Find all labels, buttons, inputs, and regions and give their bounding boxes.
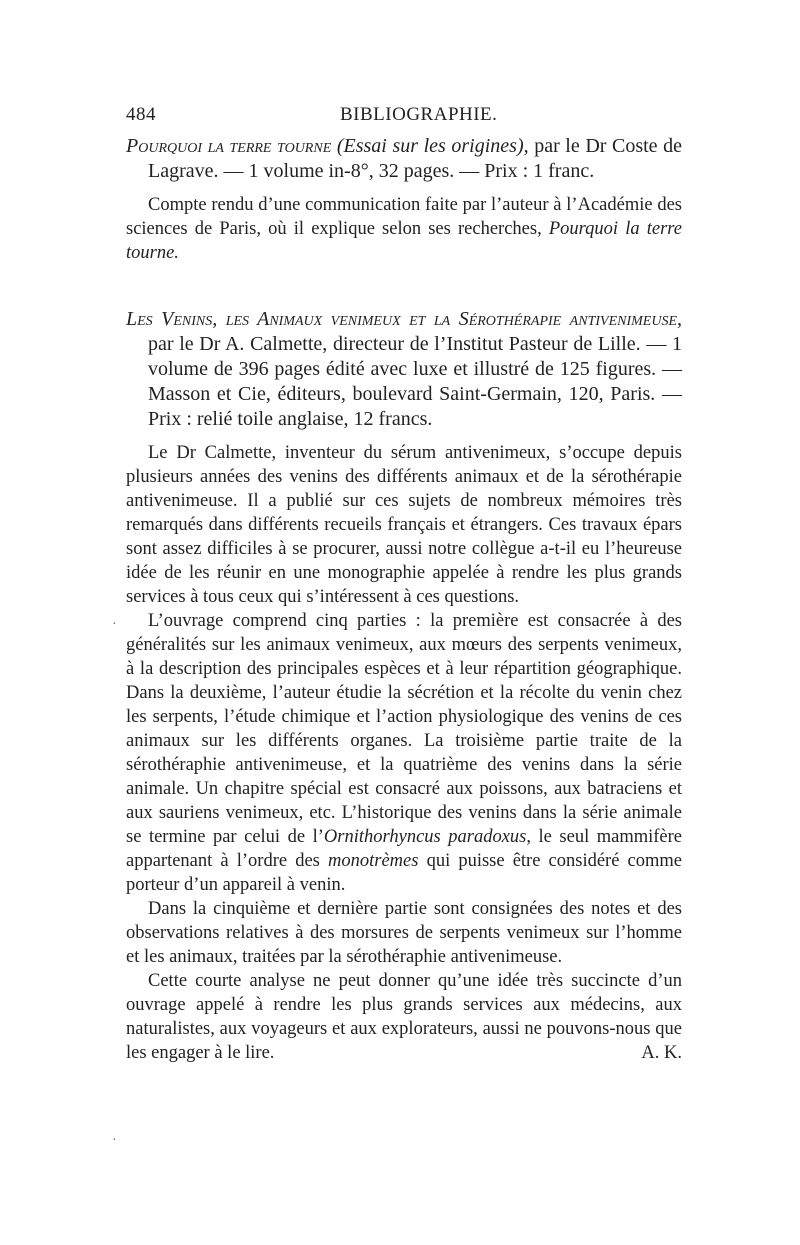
review-paragraph-3: Dans la cinquième et dernière partie sont consignées des notes et des observations relatives à des morsures de serpents venimeux sur l’homme et les animaux, traitées par la sérothéraphie antivenimeuse. <box>126 899 682 967</box>
species-name: Ornithorhyncus paradoxus <box>323 827 527 847</box>
page <box>126 98 682 1065</box>
entry-1-subtitle: (Essai sur les origines) <box>336 135 524 157</box>
entry-1-title: Pourquoi la terre tourne <box>126 135 332 157</box>
review-paragraph-4: Cette courte analyse ne peut donner qu’une idée très succincte d’un ouvrage appelé à rendre les plus grands services aux médecins, aux naturalistes, aux voyageurs et aux explorateurs, aussi ne pouvons-nous que les engager à le lire. A. K. <box>126 971 682 1063</box>
running-header <box>126 98 682 134</box>
page-number: 484 <box>126 104 156 125</box>
entry-2-title: Les Venins, les Animaux venimeux et la Sérothérapie antivenimeuse, <box>126 308 682 330</box>
review-paragraph-2: L’ouvrage comprend cinq parties : la première est consacrée à des généralités sur les animaux venimeux, aux mœurs des serpents venimeux, à la description des principales espèces et à leur répartition géographique. Dans la deuxième, l’auteur étudie la sécrétion et la récolte du venin chez les serpents, l’étude chimique et l’action physiologique des venins de ces animaux sur les différents organes. La troisième partie traite de la sérothéraphie antivenimeuse, et la quatrième des venins dans la série animale. Un chapitre spécial est consacré aux poissons, aux batraciens et aux sauriens venimeux, etc. L’historique des venins dans la série animale se termine par celui de l’Ornithorhyncus paradoxus, le seul mammifère appartenant à l’ordre des monotrèmes qui puisse être considéré comme porteur d’un appareil à venin. <box>126 611 683 895</box>
entry-1-review: Compte rendu d’une communication faite par l’auteur à l’Académie des sciences de Paris, où il explique selon ses recherches, Pourquoi la terre tourne. <box>126 195 682 263</box>
bibliography-entry-1 <box>126 134 682 184</box>
entry-1-review-italic: Pourquoi la terre tourne. <box>126 219 682 263</box>
stray-dot: · <box>112 617 117 632</box>
bibliography-entry-2 <box>126 307 682 432</box>
signature: A. K. <box>641 1043 682 1063</box>
order-name: monotrèmes <box>328 851 419 871</box>
page-title: BIBLIOGRAPHIE. <box>340 104 498 125</box>
stray-dot: · <box>112 1133 117 1148</box>
review-paragraph-1: Le Dr Calmette, inventeur du sérum antivenimeux, s’occupe depuis plusieurs années des venins des différents animaux et de la sérothérapie antivenimeuse. Il a publié sur ces sujets de nombreux mémoires très remarqués dans différents recueils français et étrangers. Ces travaux épars sont assez difficiles à se procurer, aussi notre collègue a-t-il eu l’heureuse idée de les réunir en une monographie appelée à rendre les plus grands services à tous ceux qui s’intéressent à ces questions. <box>126 443 682 607</box>
entry-1-citation: , par le Dr Coste de Lagrave. — 1 volume in-8°, 32 pages. — Prix : 1 franc. <box>148 135 683 182</box>
entry-2-citation: par le Dr A. Calmette, directeur de l’Institut Pasteur de Lille. — 1 volume de 396 pages édité avec luxe et illustré de 125 figures. — Masson et Cie, éditeurs, boulevard Saint-Germain, 120, Paris. — Prix : relié toile anglaise, 12 francs. <box>148 333 682 430</box>
